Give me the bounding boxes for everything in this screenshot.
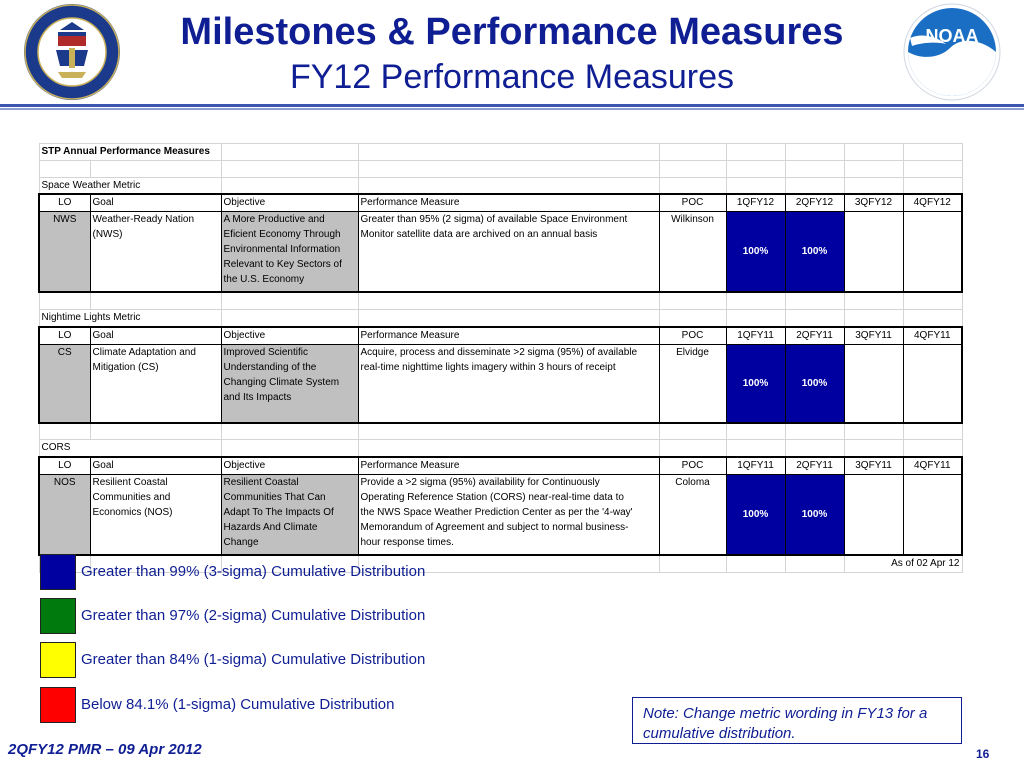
legend-swatch-yellow xyxy=(40,642,76,678)
page-subtitle: FY12 Performance Measures xyxy=(289,58,735,96)
lo-cell: CS xyxy=(39,344,90,423)
table-title: STP Annual Performance Measures xyxy=(39,144,221,161)
header-measure: Performance Measure xyxy=(358,194,659,211)
header-measure: Performance Measure xyxy=(358,457,659,474)
page-number: 16 xyxy=(976,747,990,761)
status-cell: 100% xyxy=(785,344,844,423)
section-title: Space Weather Metric xyxy=(39,177,221,194)
status-cell: 100% xyxy=(726,344,785,423)
header-quarter: 3QFY12 xyxy=(844,194,903,211)
performance-table xyxy=(38,143,963,573)
header-quarter: 2QFY11 xyxy=(785,327,844,344)
header-poc: POC xyxy=(659,327,726,344)
measure-cell: Provide a >2 sigma (95%) availability for Continuously Operating Reference Station (CORS) near-real-time data to the NWS Space Weather Prediction Center as per the '4-way' Memorandum of Agreement and subject to normal business- hour response times. xyxy=(358,474,659,555)
objective-cell: Resilient Coastal Communities That Can Adapt To The Impacts Of Hazards And Climate Change xyxy=(221,474,358,555)
objective-cell: Improved Scientific Understanding of the Changing Climate System and Its Impacts xyxy=(221,344,358,423)
poc-cell: Elvidge xyxy=(659,344,726,423)
header-lo: LO xyxy=(39,457,90,474)
section-title-row xyxy=(39,440,962,457)
header-quarter: 1QFY11 xyxy=(726,327,785,344)
column-header-row xyxy=(39,457,962,474)
header-quarter: 1QFY11 xyxy=(726,457,785,474)
note-box: Note: Change metric wording in FY13 for a cumulative distribution. xyxy=(632,697,962,744)
status-cell: 100% xyxy=(785,212,844,293)
legend-label: Greater than 84% (1-sigma) Cumulative Distribution xyxy=(81,651,426,668)
goal-cell: Resilient Coastal Communities and Economics (NOS) xyxy=(90,474,221,555)
footer-date: 2QFY12 PMR – 09 Apr 2012 xyxy=(8,741,202,758)
header-quarter: 1QFY12 xyxy=(726,194,785,211)
header-quarter: 3QFY11 xyxy=(844,457,903,474)
header-measure: Performance Measure xyxy=(358,327,659,344)
header-quarter: 4QFY12 xyxy=(903,194,962,211)
legend-swatch-blue xyxy=(40,554,76,590)
header-quarter: 4QFY11 xyxy=(903,457,962,474)
header-objective: Objective xyxy=(221,457,358,474)
header-quarter: 2QFY11 xyxy=(785,457,844,474)
header-poc: POC xyxy=(659,194,726,211)
status-cell: 100% xyxy=(726,212,785,293)
spacer-row xyxy=(39,292,962,309)
status-cell xyxy=(903,474,962,555)
lo-cell: NOS xyxy=(39,474,90,555)
table-row xyxy=(39,474,962,555)
header-quarter: 2QFY12 xyxy=(785,194,844,211)
header-poc: POC xyxy=(659,457,726,474)
noaa-lettering: NOAA xyxy=(925,26,979,46)
status-cell: 100% xyxy=(785,474,844,555)
header-divider xyxy=(0,104,1024,107)
header-objective: Objective xyxy=(221,194,358,211)
poc-cell: Coloma xyxy=(659,474,726,555)
spacer-row xyxy=(39,160,962,177)
section-title-row xyxy=(39,177,962,194)
table-row xyxy=(39,212,962,293)
header-lo: LO xyxy=(39,194,90,211)
lo-cell: NWS xyxy=(39,212,90,293)
section-title: Nightime Lights Metric xyxy=(39,309,221,326)
poc-cell: Wilkinson xyxy=(659,212,726,293)
spacer-row xyxy=(39,423,962,440)
column-header-row xyxy=(39,327,962,344)
header-quarter: 4QFY11 xyxy=(903,327,962,344)
objective-cell: A More Productive and Eficient Economy Through Environmental Information Relevant to Key Sectors of the U.S. Economy xyxy=(221,212,358,293)
legend-label: Greater than 97% (2-sigma) Cumulative Distribution xyxy=(81,607,426,624)
table-row xyxy=(39,344,962,423)
header-divider-secondary xyxy=(0,108,1024,110)
header-goal: Goal xyxy=(90,457,221,474)
status-cell xyxy=(903,212,962,293)
legend-label: Below 84.1% (1-sigma) Cumulative Distribution xyxy=(81,696,395,713)
column-header-row xyxy=(39,194,962,211)
header-quarter: 3QFY11 xyxy=(844,327,903,344)
status-cell xyxy=(844,212,903,293)
section-title: CORS xyxy=(39,440,221,457)
page-title: Milestones & Performance Measures xyxy=(180,11,844,53)
status-cell xyxy=(844,344,903,423)
header-objective: Objective xyxy=(221,327,358,344)
section-title-row xyxy=(39,309,962,326)
measure-cell: Greater than 95% (2 sigma) of available Space Environment Monitor satellite data are archived on an annual basis xyxy=(358,212,659,293)
table-title-row xyxy=(39,144,962,161)
measure-cell: Acquire, process and disseminate >2 sigma (95%) of available real-time nighttime lights imagery within 3 hours of receipt xyxy=(358,344,659,423)
legend-swatch-green xyxy=(40,598,76,634)
legend-swatch-red xyxy=(40,687,76,723)
status-cell xyxy=(903,344,962,423)
header-lo: LO xyxy=(39,327,90,344)
status-cell xyxy=(844,474,903,555)
as-of-date: As of 02 Apr 12 xyxy=(844,555,962,572)
header-goal: Goal xyxy=(90,194,221,211)
status-cell: 100% xyxy=(726,474,785,555)
legend-label: Greater than 99% (3-sigma) Cumulative Distribution xyxy=(81,563,426,580)
goal-cell: Weather-Ready Nation (NWS) xyxy=(90,212,221,293)
header-goal: Goal xyxy=(90,327,221,344)
goal-cell: Climate Adaptation and Mitigation (CS) xyxy=(90,344,221,423)
